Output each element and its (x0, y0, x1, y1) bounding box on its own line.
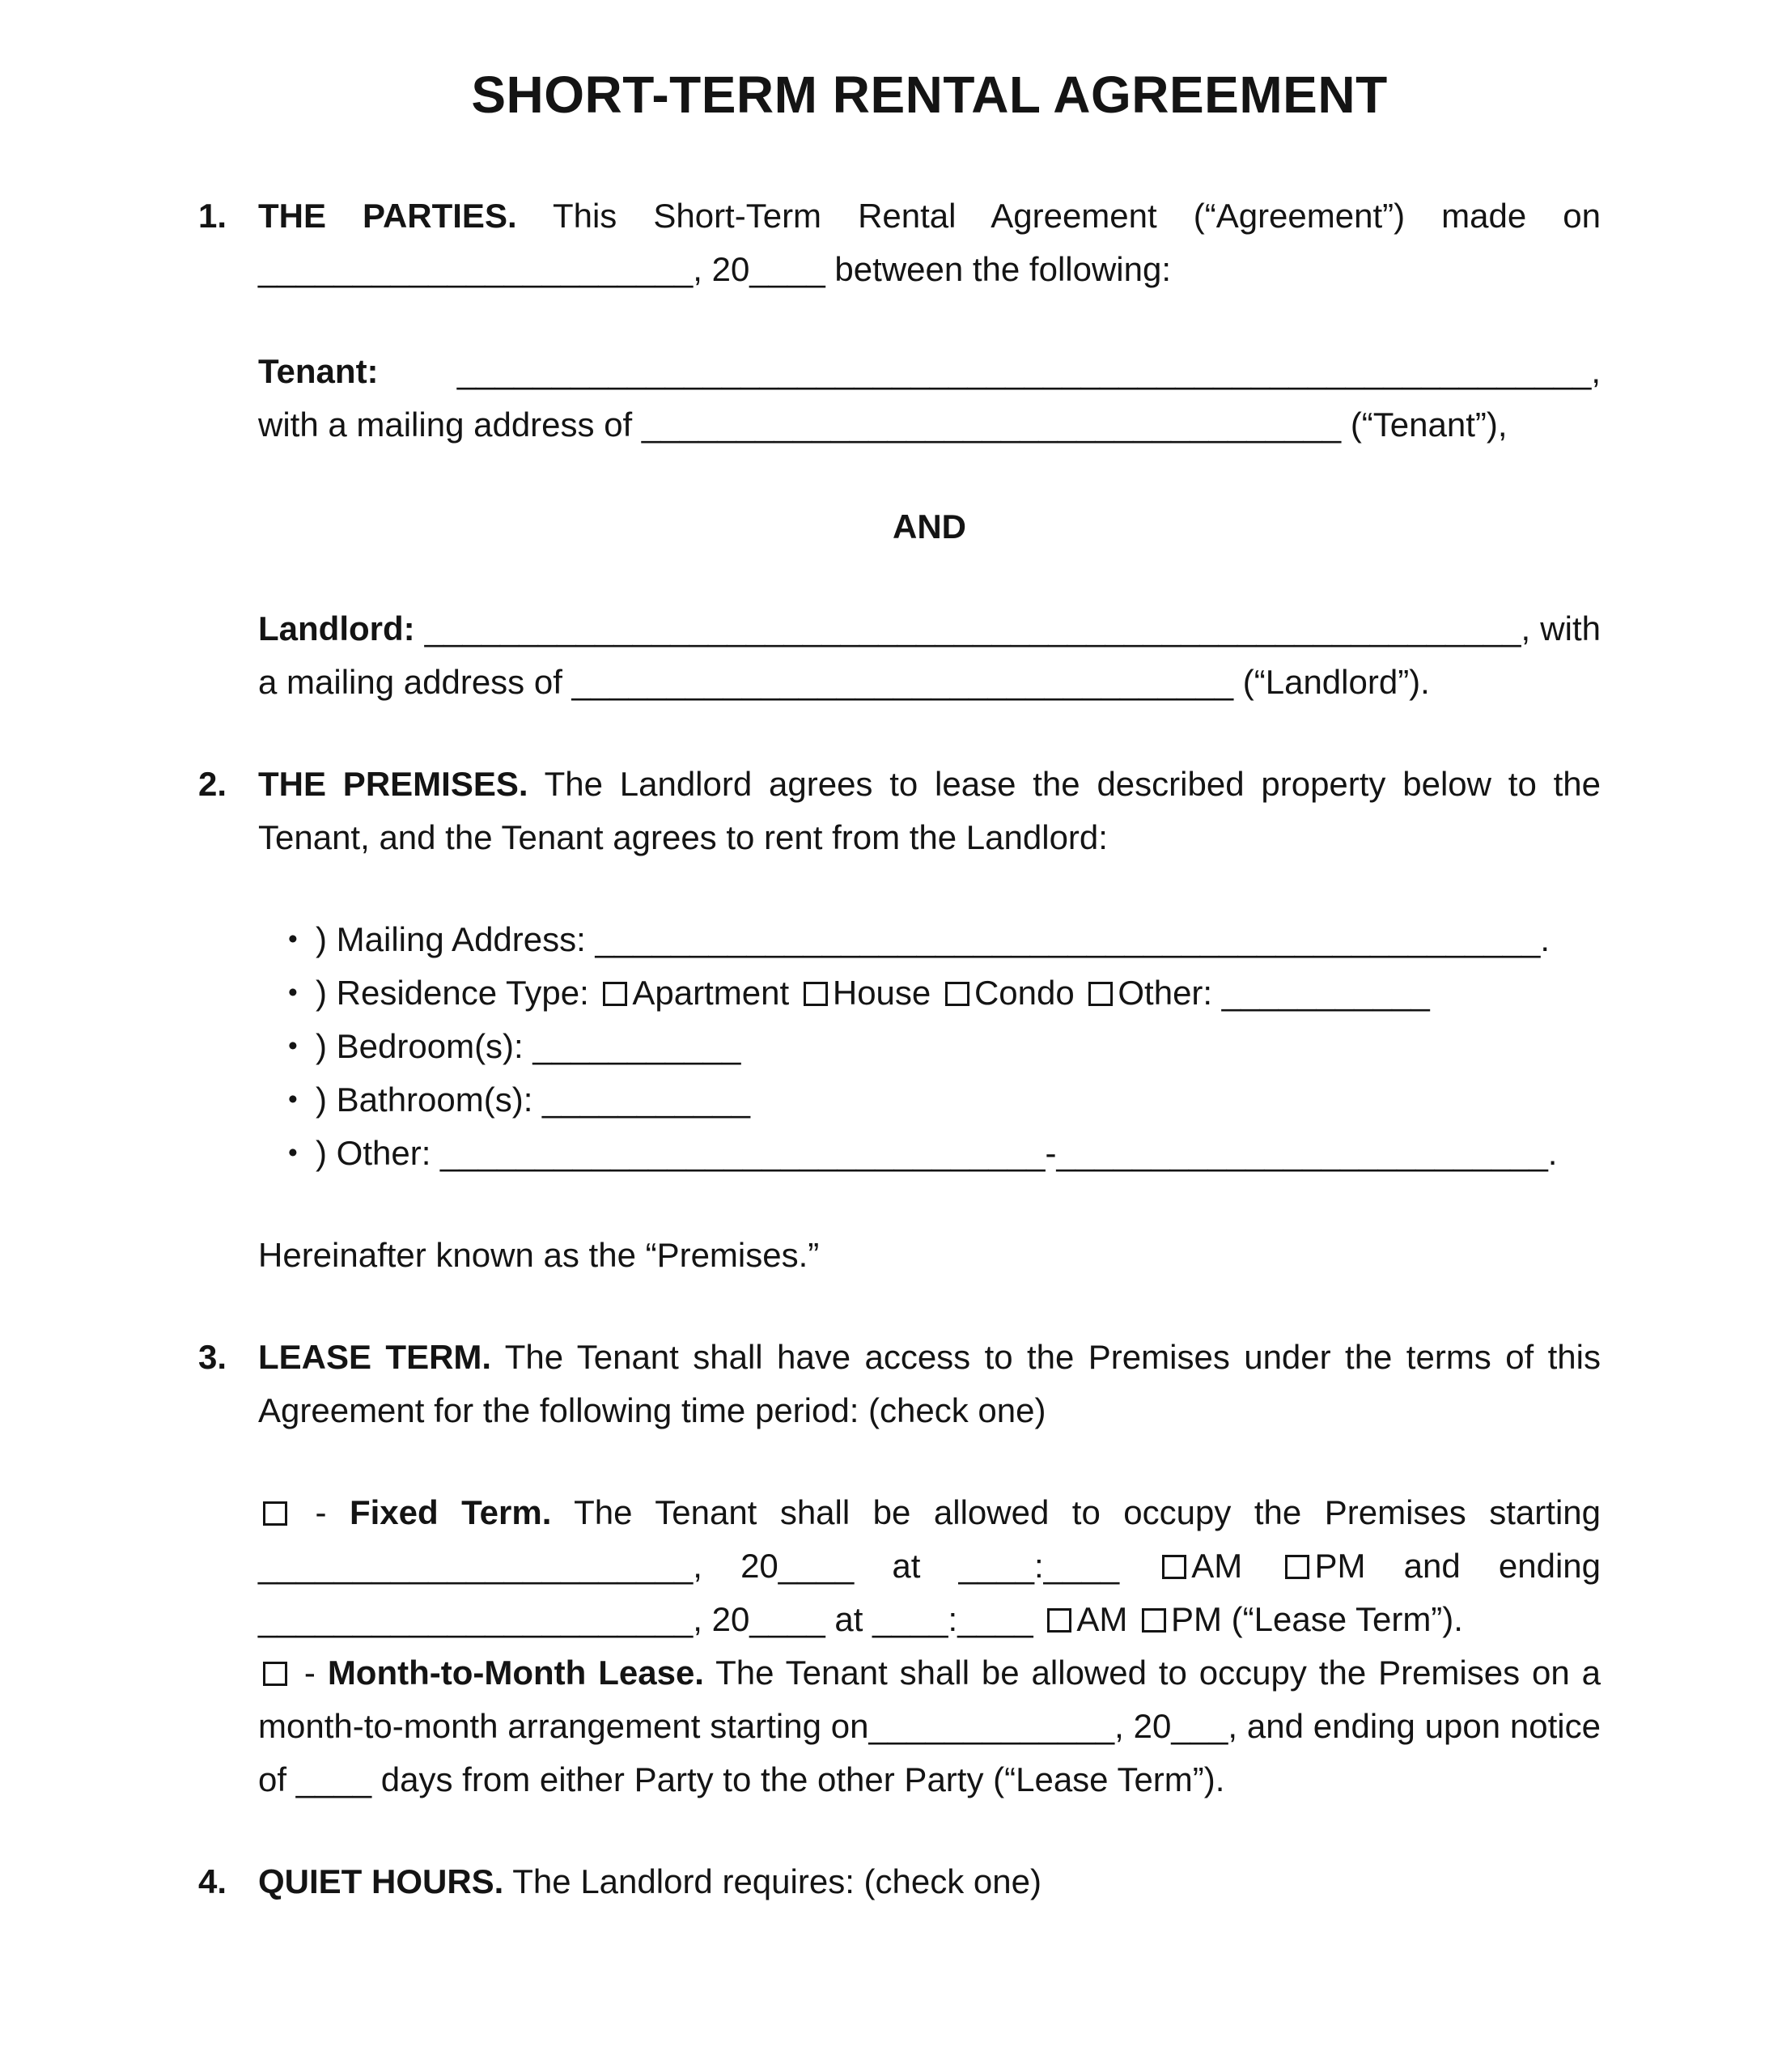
apartment-checkbox (603, 982, 627, 1006)
list-item-bedrooms (288, 1020, 1601, 1073)
section-number-4: 4. (198, 1862, 227, 1900)
tenant-name-blank: ____________________________________________________________, (456, 352, 1601, 390)
fixed-term-text-1: The Tenant shall be allowed to occupy the Premises starting _______________________, 20____ at ____:____ (258, 1493, 1601, 1585)
end-am-label: AM (1076, 1600, 1128, 1638)
bullet-icon: • (288, 924, 298, 954)
start-am-label: AM (1191, 1547, 1243, 1585)
residence-type-text (316, 966, 1601, 1020)
section-number-2: 2. (198, 765, 227, 803)
list-item-mailing-address (288, 913, 1601, 966)
section-quiet-hours (198, 1855, 1601, 1909)
start-pm-checkbox (1285, 1555, 1309, 1579)
list-item-other (288, 1127, 1601, 1180)
house-label: House (832, 974, 931, 1012)
premises-heading: THE PREMISES. (258, 765, 528, 803)
start-pm-label: PM and (1314, 1547, 1461, 1585)
month-to-month-option (258, 1646, 1601, 1807)
end-pm-label: PM (1170, 1600, 1222, 1638)
section-number-1: 1. (198, 197, 227, 235)
bathrooms-text: ) Bathroom(s): ___________ (316, 1081, 750, 1119)
bullet-icon: • (288, 1138, 298, 1168)
document-title: SHORT-TERM RENTAL AGREEMENT (471, 66, 1388, 124)
condo-checkbox (945, 982, 969, 1006)
tenant-address-line: with a mailing address of _____________________________________ (“Tenant”), (258, 405, 1508, 444)
parties-paragraph (258, 189, 1601, 296)
premises-intro-text: The Landlord agrees to lease the described property below to the Tenant, and the Tenant agrees to rent from the Landlord: (258, 765, 1601, 856)
start-am-checkbox (1162, 1555, 1186, 1579)
quiet-hours-heading: QUIET HOURS. (258, 1862, 504, 1900)
fixed-term-dash: - (315, 1493, 327, 1531)
fixed-term-text-2: ending _______________________, 20____ at ____:____ (258, 1547, 1601, 1638)
section-lease-term (198, 1331, 1601, 1807)
other-residence-checkbox (1088, 982, 1113, 1006)
house-checkbox (804, 982, 828, 1006)
tenant-label: Tenant: (258, 352, 379, 390)
and-separator: AND (893, 507, 966, 546)
month-to-month-checkbox (263, 1662, 287, 1686)
list-item-bathrooms (288, 1073, 1601, 1127)
end-am-checkbox (1047, 1608, 1071, 1633)
landlord-address-line: with a mailing address of ___________________________________ (“Landlord”). (258, 609, 1601, 701)
lease-term-paragraph (258, 1331, 1601, 1437)
parties-intro-text: This Short-Term Rental Agreement (“Agreement”) made on _______________________, 20____ between the following: (258, 197, 1601, 288)
lease-term-heading: LEASE TERM. (258, 1338, 492, 1376)
bullet-icon: • (288, 1085, 298, 1115)
bedrooms-text: ) Bedroom(s): ___________ (316, 1027, 741, 1065)
section-parties (198, 189, 1601, 709)
other-residence-blank: ___________ (1221, 974, 1430, 1012)
premises-footer-text: Hereinafter known as the “Premises.” (258, 1236, 820, 1274)
condo-label: Condo (974, 974, 1075, 1012)
other-text: ) Other: ________________________________-__________________________. (316, 1134, 1558, 1172)
month-to-month-label: Month-to-Month Lease. (327, 1654, 704, 1692)
premises-paragraph (258, 758, 1601, 864)
lease-term-intro-text: The Tenant shall have access to the Premises under the terms of this Agreement for the following time period: (check one) (258, 1338, 1601, 1429)
month-to-month-dash: - (303, 1654, 316, 1692)
residence-type-label: ) Residence Type: (316, 974, 589, 1012)
end-pm-checkbox (1142, 1608, 1166, 1633)
section-premises (198, 758, 1601, 1282)
landlord-label: Landlord: (258, 609, 415, 648)
bullet-icon: • (288, 1031, 298, 1061)
quiet-hours-intro-text: The Landlord requires: (check one) (512, 1862, 1041, 1900)
bullet-icon: • (288, 978, 298, 1008)
other-residence-label: Other: (1118, 974, 1213, 1012)
list-item-residence-type (288, 966, 1601, 1020)
apartment-label: Apartment (632, 974, 790, 1012)
month-to-month-text: The Tenant shall be allowed to occupy the Premises on a month-to-month arrangement starting on_____________, 20___, and ending upon notice of ____ days from either Party to the other Party (“Lease Term”). (258, 1654, 1601, 1798)
fixed-term-label: Fixed Term. (349, 1493, 552, 1531)
fixed-term-option (258, 1486, 1601, 1646)
fixed-term-checkbox (263, 1501, 287, 1526)
premises-details-list (258, 913, 1601, 1180)
quiet-hours-paragraph (258, 1855, 1601, 1909)
tenant-line (258, 345, 1601, 452)
section-number-3: 3. (198, 1338, 227, 1376)
landlord-line (258, 602, 1601, 709)
fixed-lease-term-quote: (“Lease Term”). (1231, 1600, 1463, 1638)
parties-heading: THE PARTIES. (258, 197, 517, 235)
mailing-address-text: ) Mailing Address: __________________________________________________. (316, 920, 1551, 958)
landlord-name-blank: __________________________________________________________, (424, 609, 1531, 648)
